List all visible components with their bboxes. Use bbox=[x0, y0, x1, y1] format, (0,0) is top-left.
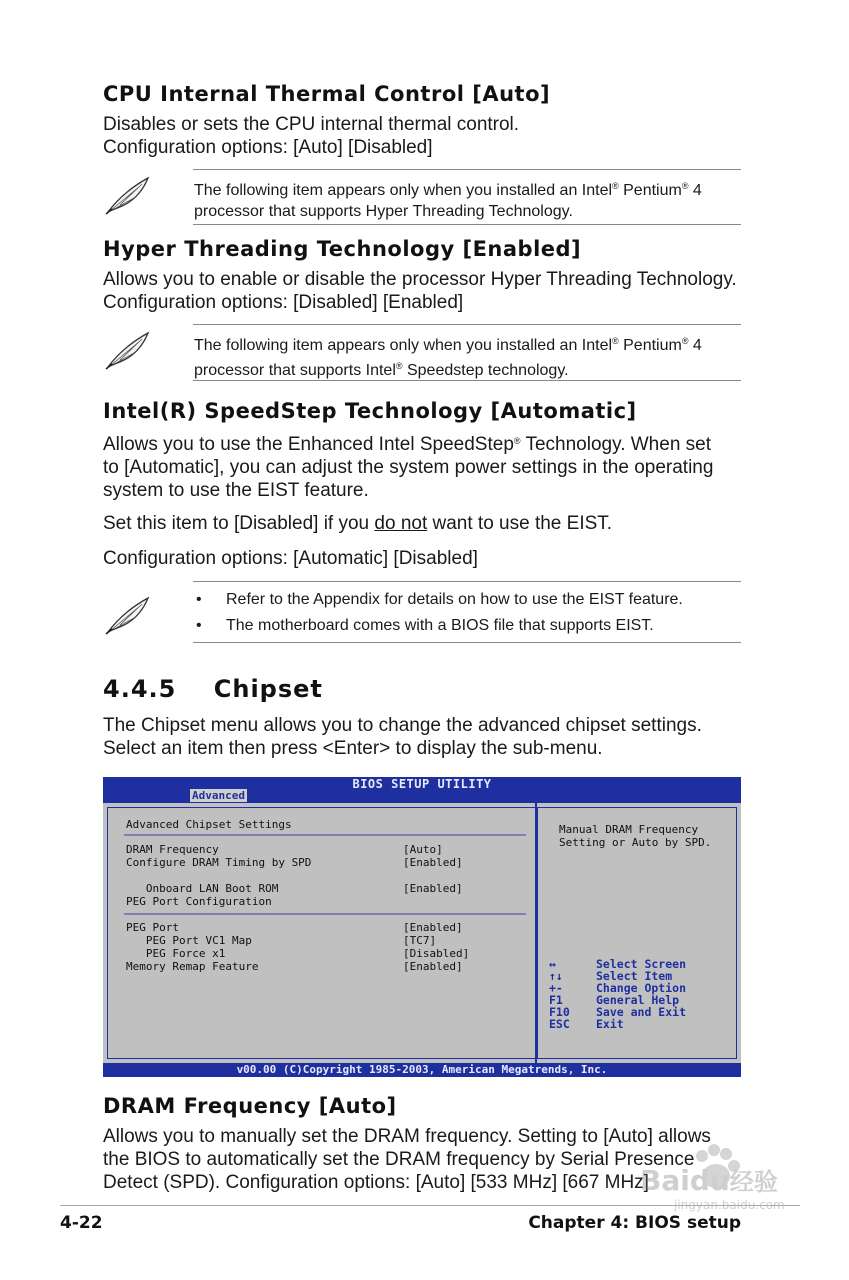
bios-row-label[interactable]: PEG Force x1 bbox=[126, 947, 226, 960]
bios-tab-advanced[interactable]: Advanced bbox=[192, 789, 245, 802]
feather-pen-icon bbox=[104, 594, 152, 636]
hyper-threading-body bbox=[103, 268, 737, 314]
bios-key: ↑↓ bbox=[549, 969, 563, 983]
watermark-url: jingyan.baidu.com bbox=[674, 1198, 785, 1212]
bios-row-label[interactable]: DRAM Frequency bbox=[126, 843, 219, 856]
note-3-bottom-rule bbox=[193, 642, 741, 643]
dram-body bbox=[103, 1125, 711, 1194]
cpu-thermal-body bbox=[103, 113, 519, 159]
dram-line-2: the BIOS to automatically set the DRAM frequency by Serial Presence bbox=[103, 1149, 695, 1170]
bios-row-label[interactable]: PEG Port bbox=[126, 921, 179, 934]
speedstep-line-3: system to use the EIST feature. bbox=[103, 480, 369, 501]
bios-key-action: Save and Exit bbox=[596, 1005, 687, 1019]
note-1-text bbox=[194, 176, 702, 222]
bios-key-action: General Help bbox=[596, 993, 680, 1007]
bios-row-value[interactable]: [Auto] bbox=[403, 843, 443, 856]
chapter-title: Chapter 4: BIOS setup bbox=[528, 1213, 741, 1233]
note-3-top-rule bbox=[193, 581, 741, 582]
watermark-brand: Baidu经验 bbox=[640, 1164, 778, 1197]
cpu-thermal-heading: CPU Internal Thermal Control [Auto] bbox=[103, 82, 551, 106]
feather-pen-icon bbox=[104, 329, 152, 371]
bios-body bbox=[103, 803, 741, 1063]
bios-panel-title: Advanced Chipset Settings bbox=[126, 818, 292, 831]
bios-key: F10 bbox=[549, 1005, 570, 1019]
note-2-top-rule bbox=[193, 324, 741, 325]
speedstep-line-2: to [Automatic], you can adjust the system power settings in the operating bbox=[103, 457, 714, 478]
footer-rule bbox=[60, 1205, 800, 1206]
hyper-threading-heading: Hyper Threading Technology [Enabled] bbox=[103, 237, 582, 261]
bios-row-label[interactable]: Onboard LAN Boot ROM bbox=[126, 882, 279, 895]
note-1-top-rule bbox=[193, 169, 741, 170]
cpu-thermal-line-1: Disables or sets the CPU internal thermal control. bbox=[103, 114, 520, 135]
note-1-line-1: The following item appears only when you installed an Intel® Pentium® 4 bbox=[194, 181, 702, 199]
note-2-text bbox=[194, 331, 702, 381]
dram-line-1: Allows you to manually set the DRAM frequency. Setting to [Auto] allows bbox=[103, 1126, 711, 1147]
bios-help-line-2: Setting or Auto by SPD. bbox=[559, 836, 712, 849]
speedstep-line-1: Allows you to use the Enhanced Intel SpeedStep® Technology. When set bbox=[103, 434, 712, 455]
hyper-threading-line-1: Allows you to enable or disable the processor Hyper Threading Technology. bbox=[103, 269, 737, 290]
bios-key: +- bbox=[549, 981, 563, 995]
bios-row-value[interactable]: [Enabled] bbox=[403, 882, 463, 895]
chipset-heading: 4.4.5 Chipset bbox=[103, 675, 323, 703]
bios-row-value[interactable]: [Disabled] bbox=[403, 947, 470, 960]
note-2-line-2: processor that supports Intel® Speedstep technology. bbox=[194, 361, 569, 379]
bios-screenshot bbox=[103, 777, 741, 1077]
speedstep-config-line: Configuration options: [Automatic] [Disabled] bbox=[103, 548, 478, 569]
dram-heading: DRAM Frequency [Auto] bbox=[103, 1094, 397, 1118]
bios-row-label[interactable]: Configure DRAM Timing by SPD bbox=[126, 856, 312, 869]
speedstep-heading: Intel(R) SpeedStep Technology [Automatic] bbox=[103, 399, 637, 423]
bios-key: ↔ bbox=[549, 957, 556, 971]
watermark bbox=[640, 1140, 840, 1220]
bios-key: F1 bbox=[549, 993, 563, 1007]
note-3-list bbox=[196, 589, 683, 636]
note-3-item-2: • The motherboard comes with a BIOS file that supports EIST. bbox=[196, 617, 654, 634]
bios-row-value[interactable]: [Enabled] bbox=[403, 921, 463, 934]
note-1-bottom-rule bbox=[193, 224, 741, 225]
bios-row-label[interactable]: PEG Port VC1 Map bbox=[126, 934, 252, 947]
note-3-item-1: • Refer to the Appendix for details on how to use the EIST feature. bbox=[196, 591, 683, 608]
bios-row-value[interactable]: [TC7] bbox=[403, 934, 437, 947]
chipset-line-2: Select an item then press <Enter> to display the sub-menu. bbox=[103, 738, 603, 759]
bios-row-value[interactable]: [Enabled] bbox=[403, 856, 463, 869]
dram-line-3: Detect (SPD). Configuration options: [Auto] [533 MHz] [667 MHz] bbox=[103, 1172, 649, 1193]
speedstep-set-line: Set this item to [Disabled] if you do not want to use the EIST. bbox=[103, 513, 613, 534]
bios-group-rule bbox=[124, 913, 526, 915]
bios-key-action: Select Screen bbox=[596, 957, 687, 971]
bios-key-action: Select Item bbox=[596, 969, 673, 983]
bios-row-value[interactable]: [Enabled] bbox=[403, 960, 463, 973]
bios-title-bar bbox=[103, 777, 741, 803]
bios-row-label[interactable]: PEG Port Configuration bbox=[126, 895, 272, 908]
bios-copyright: v00.00 (C)Copyright 1985-2003, American Megatrends, Inc. bbox=[103, 1063, 741, 1077]
bios-key: ESC bbox=[549, 1017, 570, 1031]
bios-key-action: Change Option bbox=[596, 981, 687, 995]
note-2-line-1: The following item appears only when you installed an Intel® Pentium® 4 bbox=[194, 336, 702, 354]
bios-help-line-1: Manual DRAM Frequency bbox=[559, 823, 699, 836]
note-1-line-2: processor that supports Hyper Threading Technology. bbox=[194, 203, 573, 220]
bios-help-panel bbox=[537, 807, 737, 1059]
note-2-bottom-rule bbox=[193, 380, 741, 381]
feather-pen-icon bbox=[104, 174, 152, 216]
bios-settings-panel bbox=[107, 807, 536, 1059]
speedstep-body bbox=[103, 430, 713, 502]
bios-panel-title-rule bbox=[124, 834, 526, 836]
chipset-line-1: The Chipset menu allows you to change the advanced chipset settings. bbox=[103, 715, 702, 736]
cpu-thermal-line-2: Configuration options: [Auto] [Disabled] bbox=[103, 137, 433, 158]
bios-key-action: Exit bbox=[596, 1017, 624, 1031]
hyper-threading-line-2: Configuration options: [Disabled] [Enabled] bbox=[103, 292, 464, 313]
bios-row-label[interactable]: Memory Remap Feature bbox=[126, 960, 259, 973]
bios-title: BIOS SETUP UTILITY bbox=[352, 777, 492, 791]
page-number: 4-22 bbox=[60, 1213, 103, 1233]
chipset-body bbox=[103, 714, 702, 760]
